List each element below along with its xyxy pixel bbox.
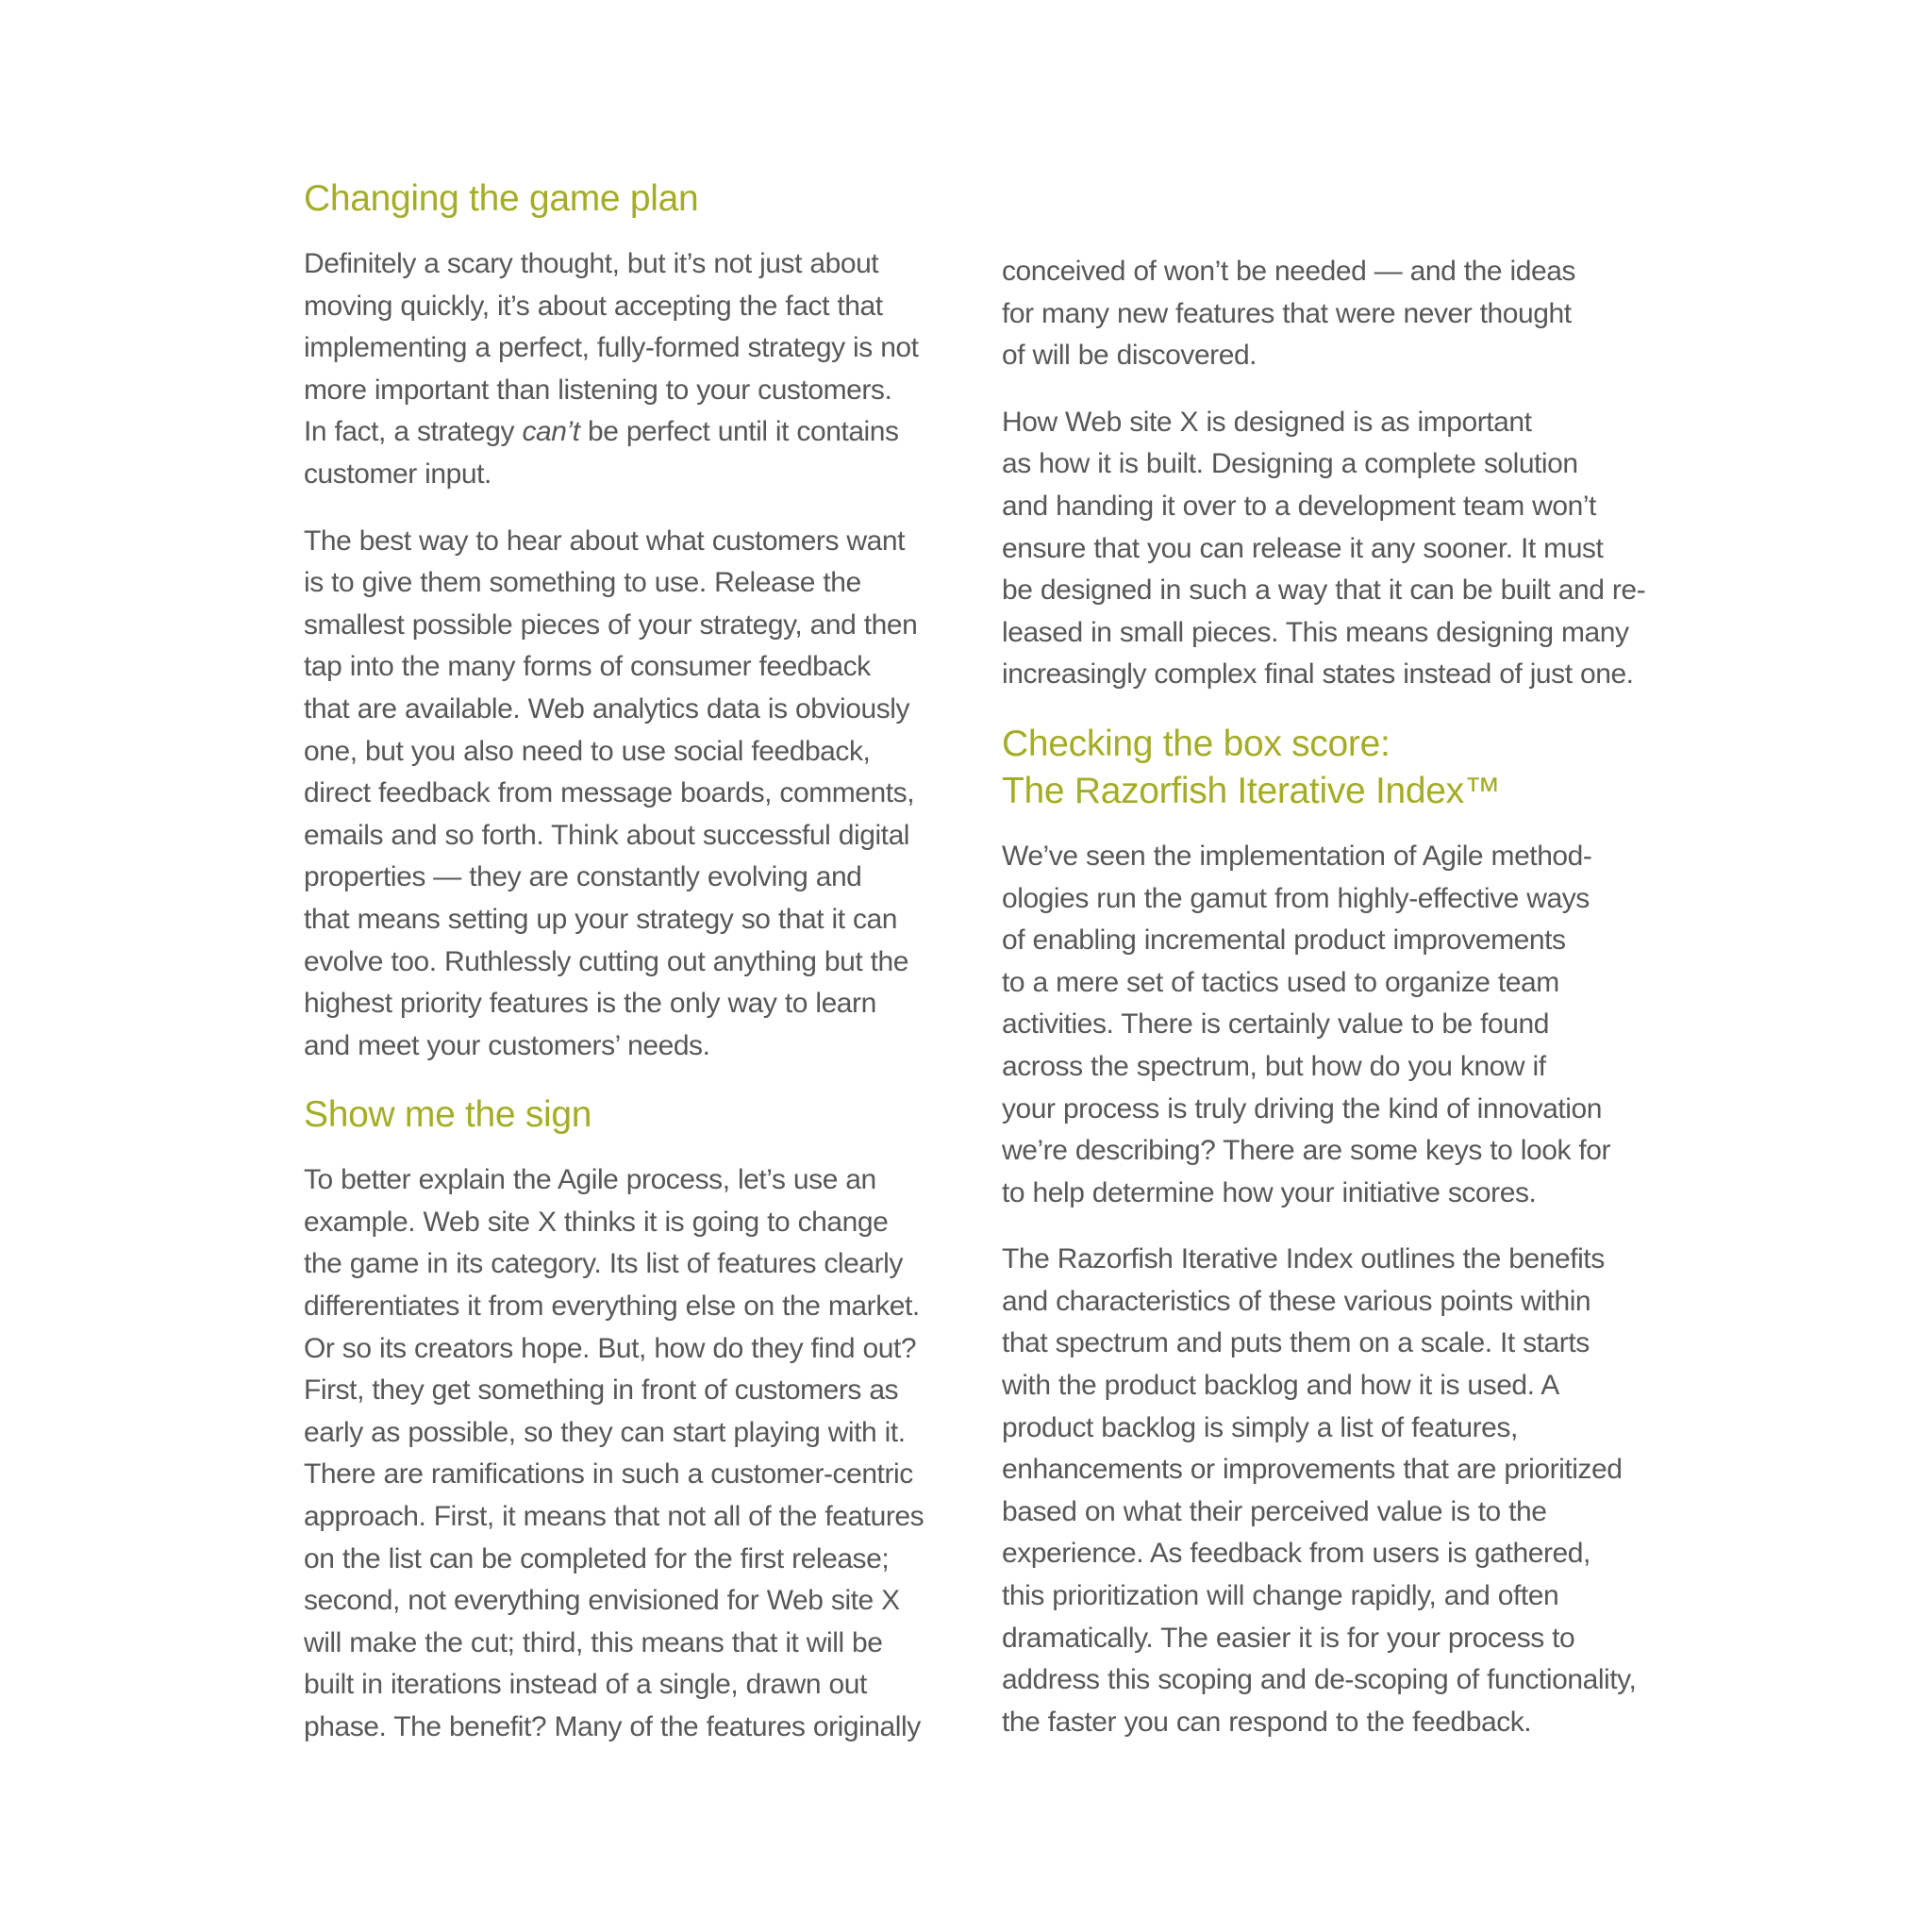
text-line: of will be discovered.: [1002, 340, 1257, 372]
emphasis-text: can’t: [522, 416, 580, 448]
left-column: [304, 175, 955, 1774]
paragraph-changing-2: [304, 521, 955, 1068]
text-line: The best way to hear about what customers want: [304, 525, 905, 557]
paragraph-changing-1: [304, 243, 955, 496]
text-line: that spectrum and puts them on a scale. It starts: [1002, 1327, 1590, 1359]
text-line: activities. There is certainly value to be found: [1002, 1008, 1549, 1041]
text-line: of enabling incremental product improvements: [1002, 924, 1566, 957]
text-segment: In fact, a strategy: [304, 416, 523, 448]
paragraph-checking-2: [1002, 1239, 1653, 1743]
text-line: with the product backlog and how it is used. A: [1002, 1370, 1559, 1402]
text-line: that means setting up your strategy so that it can: [304, 903, 898, 935]
text-line: is to give them something to use. Release the: [304, 567, 861, 599]
text-line: on the list can be completed for the first release;: [304, 1542, 890, 1574]
text-line: conceived of won’t be needed — and the ideas: [1002, 256, 1575, 287]
text-line: this prioritization will change rapidly, and often: [1002, 1580, 1559, 1612]
text-line: smallest possible pieces of your strategy, and then: [304, 608, 918, 641]
heading-checking-box-score: [1002, 721, 1653, 815]
text-line: implementing a perfect, fully-formed strategy is not: [304, 332, 919, 364]
heading-changing-game-plan: Changing the game plan: [304, 178, 699, 219]
text-segment: be perfect until it contains: [579, 416, 899, 448]
text-line: Or so its creators hope. But, how do they find out?: [304, 1332, 917, 1364]
text-line: as how it is built. Designing a complete solution: [1002, 448, 1578, 480]
text-line: customer input.: [304, 458, 491, 490]
text-line: highest priority features is the only way to learn: [304, 988, 876, 1020]
text-line: one, but you also need to use social feedback,: [304, 735, 871, 767]
text-line: direct feedback from message boards, comments,: [304, 777, 915, 809]
text-line: more important than listening to your customers.: [304, 374, 892, 406]
text-line: second, not everything envisioned for Web site X: [304, 1585, 900, 1617]
text-line: emails and so forth. Think about successful digital: [304, 819, 910, 851]
text-line: First, they get something in front of customers as: [304, 1374, 899, 1407]
text-line: increasingly complex final states instead of just one.: [1002, 658, 1634, 691]
heading-line: The Razorfish Iterative Index™: [1002, 770, 1501, 811]
text-line: built in iterations instead of a single, drawn out: [304, 1669, 867, 1701]
paragraph-checking-1: [1002, 836, 1653, 1214]
text-line: experience. As feedback from users is gathered,: [1002, 1538, 1591, 1570]
text-line: Definitely a scary thought, but it’s not just about: [304, 248, 879, 279]
text-line: differentiates it from everything else on the market.: [304, 1291, 920, 1323]
text-line: tap into the many forms of consumer feedback: [304, 651, 871, 683]
text-line: evolve too. Ruthlessly cutting out anything but the: [304, 945, 908, 977]
text-line: to a mere set of tactics used to organize team: [1002, 966, 1559, 998]
text-line: moving quickly, it’s about accepting the fact that: [304, 290, 883, 322]
text-line: phase. The benefit? Many of the features originally: [304, 1711, 921, 1742]
text-line: enhancements or improvements that are prioritized: [1002, 1454, 1623, 1486]
text-line: There are ramifications in such a customer-centric: [304, 1458, 913, 1491]
paragraph-show-1: [304, 1159, 955, 1748]
text-line: address this scoping and de-scoping of functionality,: [1002, 1664, 1637, 1696]
text-line: How Web site X is designed is as important: [1002, 406, 1532, 438]
right-column: [1002, 251, 1653, 1768]
text-line: ensure that you can release it any sooner. It must: [1002, 532, 1604, 564]
text-line: example. Web site X thinks it is going to change: [304, 1206, 889, 1238]
text-line: early as possible, so they can start playing with it.: [304, 1416, 906, 1448]
text-line: properties — they are constantly evolving and: [304, 861, 862, 893]
text-line: the game in its category. Its list of features clearly: [304, 1248, 903, 1280]
paragraph-continued-2: [1002, 402, 1653, 696]
text-line: and handing it over to a development team won’t: [1002, 490, 1596, 522]
text-line: The Razorfish Iterative Index outlines the benefits: [1002, 1243, 1605, 1275]
text-line: ologies run the gamut from highly-effective ways: [1002, 882, 1590, 914]
text-line: for many new features that were never thought: [1002, 297, 1572, 329]
text-line: will make the cut; third, this means that it will be: [304, 1626, 883, 1658]
text-line: based on what their perceived value is to the: [1002, 1495, 1547, 1527]
text-line: to help determine how your initiative scores.: [1002, 1176, 1537, 1208]
text-line: dramatically. The easier it is for your process to: [1002, 1622, 1575, 1654]
text-line: we’re describing? There are some keys to look for: [1002, 1135, 1611, 1167]
text-line: the faster you can respond to the feedback.: [1002, 1706, 1532, 1738]
text-line: To better explain the Agile process, let’s use an: [304, 1164, 876, 1196]
text-line: and characteristics of these various points within: [1002, 1285, 1591, 1317]
text-line: across the spectrum, but how do you know if: [1002, 1050, 1546, 1082]
text-line: and meet your customers’ needs.: [304, 1029, 710, 1061]
text-line: [304, 411, 955, 454]
paragraph-continued-1: [1002, 251, 1653, 377]
text-line: be designed in such a way that it can be built and re-: [1002, 575, 1646, 607]
text-line: your process is truly driving the kind of innovation: [1002, 1092, 1602, 1124]
text-line: We’ve seen the implementation of Agile method-: [1002, 840, 1592, 872]
text-line: approach. First, it means that not all of the features: [304, 1501, 924, 1533]
heading-show-me-the-sign: Show me the sign: [304, 1094, 592, 1136]
text-line: product backlog is simply a list of features,: [1002, 1411, 1518, 1443]
text-line: leased in small pieces. This means designing many: [1002, 616, 1629, 648]
text-line: that are available. Web analytics data is obviously: [304, 692, 910, 724]
heading-line: Checking the box score:: [1002, 723, 1391, 764]
